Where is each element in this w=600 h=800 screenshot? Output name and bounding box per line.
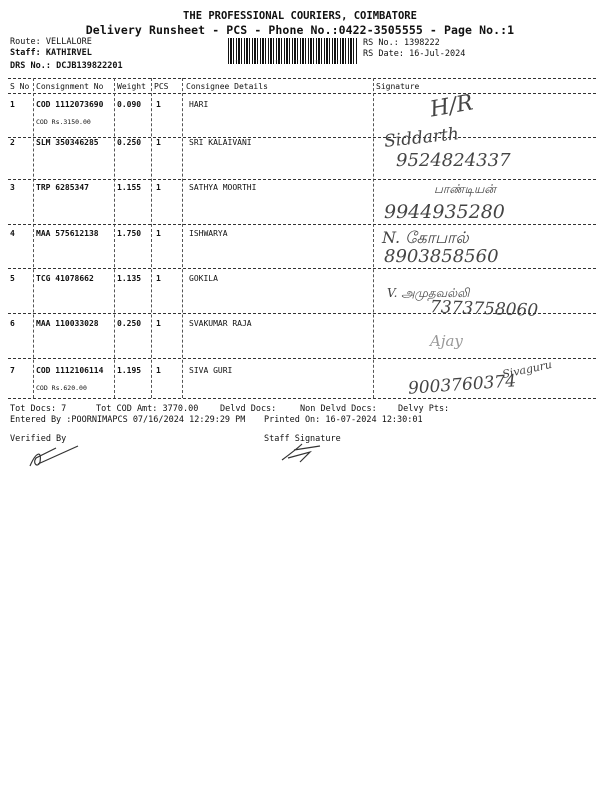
barcode xyxy=(228,38,358,64)
row-signature: Sivaguru xyxy=(501,357,554,382)
row-sno: 7 xyxy=(10,366,15,375)
printed-on: Printed On: 16-07-2024 12:30:01 xyxy=(264,415,423,425)
table-row xyxy=(0,180,600,224)
row-cod-amount: COD Rs.3150.00 xyxy=(36,118,91,126)
row-consignee: ISHWARYA xyxy=(189,229,228,238)
row-consignee: SATHYA MOORTHI xyxy=(189,183,257,192)
staff-value: KATHIRVEL xyxy=(45,48,92,58)
row-signature-phone: 9003760374 xyxy=(407,371,517,399)
row-weight: 0.090 xyxy=(117,100,142,109)
row-consignment: TCG 41078662 xyxy=(36,274,94,283)
row-consignment: SLM 350346285 xyxy=(36,138,99,147)
row-signature: V. அமுதவல்லி xyxy=(387,286,470,300)
row-consignment: TRP 6285347 xyxy=(36,183,89,192)
drs-line xyxy=(10,61,123,71)
rs-date-label: RS Date: xyxy=(363,49,404,59)
staff-label: Staff: xyxy=(10,48,41,58)
verified-by-label: Verified By xyxy=(10,434,67,444)
table-row xyxy=(0,269,600,321)
col-consignee: Consignee Details xyxy=(186,82,268,91)
row-pcs: 1 xyxy=(156,138,161,147)
row-pcs: 1 xyxy=(156,274,161,283)
row-sno: 2 xyxy=(10,138,15,147)
row-pcs: 1 xyxy=(156,183,161,192)
verifier-signature-mark xyxy=(26,442,86,472)
row-consignee: SRI KALAIVANI xyxy=(189,138,252,147)
row-sno: 4 xyxy=(10,229,15,238)
table-top-rule xyxy=(8,78,596,79)
table-bottom-rule xyxy=(8,398,596,399)
staff-line xyxy=(10,48,92,58)
rs-date-value: 16-Jul-2024 xyxy=(409,49,466,59)
entered-by: Entered By :POORNIMAPCS 07/16/2024 12:29:29 PM xyxy=(10,415,246,425)
row-weight: 1.135 xyxy=(117,274,142,283)
row-pcs: 1 xyxy=(156,319,161,328)
drs-value: DCJB139822201 xyxy=(56,61,123,71)
row-weight: 0.250 xyxy=(117,138,142,147)
delivery-points: Delvy Pts: xyxy=(398,404,450,414)
row-consignment: COD 1112106114 xyxy=(36,366,104,375)
rs-no-line xyxy=(363,38,440,48)
row-sno: 3 xyxy=(10,183,15,192)
total-cod-amount: Tot COD Amt: 3770.00 xyxy=(96,404,199,414)
rs-date-line xyxy=(363,49,465,59)
staff-signature-label: Staff Signature xyxy=(264,434,341,444)
route-value: VELLALORE xyxy=(45,37,92,47)
col-signature: Signature xyxy=(376,82,420,91)
company-title: THE PROFESSIONAL COURIERS, COIMBATORE xyxy=(183,10,417,22)
table-row xyxy=(0,225,600,268)
row-weight: 0.250 xyxy=(117,319,142,328)
row-consignment: MAA 575612138 xyxy=(36,229,99,238)
row-signature: Ajay xyxy=(430,332,463,350)
col-pcs: PCS xyxy=(154,82,169,91)
row-consignee: GOKILA xyxy=(189,274,218,283)
col-sno: S No xyxy=(10,82,30,91)
row-pcs: 1 xyxy=(156,366,161,375)
row-cod-amount: COD Rs.620.00 xyxy=(36,384,87,392)
table-row xyxy=(0,314,600,358)
table-row xyxy=(0,359,600,399)
row-signature-phone: 7373758060 xyxy=(429,297,539,321)
delivered-docs: Delvd Docs: xyxy=(220,404,277,414)
row-consignment: MAA 110033028 xyxy=(36,319,99,328)
col-weight: Weight xyxy=(117,82,146,91)
row-sno: 6 xyxy=(10,319,15,328)
row-weight: 1.195 xyxy=(117,366,142,375)
row-signature: Siddarth xyxy=(383,124,460,152)
row-weight: 1.750 xyxy=(117,229,142,238)
row-weight: 1.155 xyxy=(117,183,142,192)
row-pcs: 1 xyxy=(156,229,161,238)
runsheet-subtitle: Delivery Runsheet - PCS - Phone No.:0422-3505555 - Page No.:1 xyxy=(85,23,515,37)
row-signature-phone: 9944935280 xyxy=(384,201,505,223)
row-signature-phone: 9524824337 xyxy=(396,150,511,171)
row-signature: பாண்டியன் xyxy=(434,182,496,196)
col-consignment: Consignment No xyxy=(36,82,104,91)
row-consignee: SVAKUMAR RAJA xyxy=(189,319,252,328)
row-signature: H/R xyxy=(428,90,476,123)
non-delivered-docs: Non Delvd Docs: xyxy=(300,404,377,414)
row-signature: N. கோபால் xyxy=(382,228,469,247)
drs-label: DRS No.: xyxy=(10,61,51,71)
row-pcs: 1 xyxy=(156,100,161,109)
row-sno: 5 xyxy=(10,274,15,283)
route-label: Route: xyxy=(10,37,41,47)
total-docs: Tot Docs: 7 xyxy=(10,404,67,414)
row-consignee: HARI xyxy=(189,100,209,109)
row-consignment: COD 1112073690 xyxy=(36,100,104,109)
row-sno: 1 xyxy=(10,100,15,109)
row-signature-phone: 8903858560 xyxy=(384,246,499,267)
route-line xyxy=(10,37,92,47)
rs-no-value: 1398222 xyxy=(403,38,440,48)
table-row xyxy=(0,90,600,137)
rs-no-label: RS No.: xyxy=(363,38,399,48)
staff-signature-mark xyxy=(280,440,330,466)
table-row xyxy=(0,124,600,180)
row-consignee: SIVA GURI xyxy=(189,366,233,375)
